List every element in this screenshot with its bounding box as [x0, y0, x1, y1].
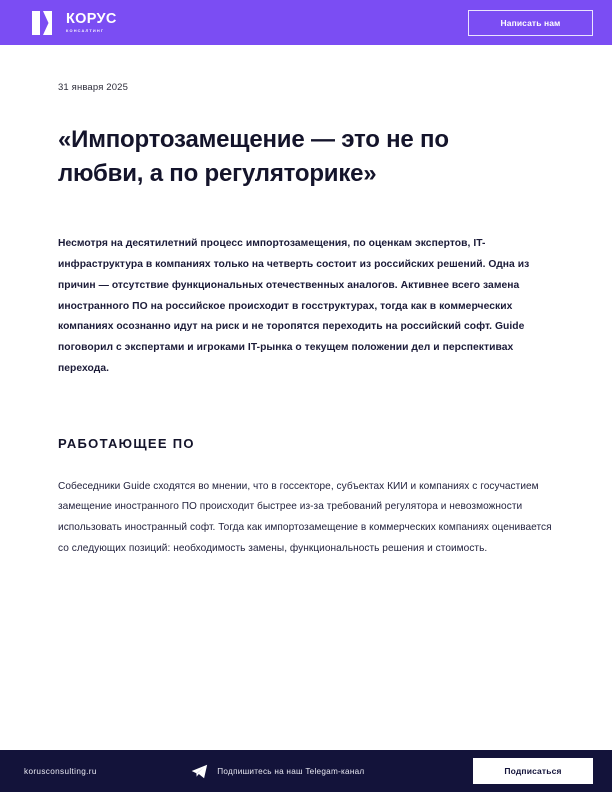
brand-logo[interactable] — [32, 10, 117, 36]
site-header — [0, 0, 612, 45]
korus-logo-mark-icon — [32, 10, 58, 36]
article-content — [0, 45, 612, 750]
footer-site-url[interactable]: korusconsulting.ru — [24, 766, 97, 776]
brand-text — [66, 12, 117, 33]
brand-subtitle: КОНСАЛТИНГ — [66, 28, 105, 34]
telegram-paper-plane-icon — [191, 764, 208, 779]
page-title: «Импортозамещение — это не по любви, а по регуляторике» — [58, 126, 449, 188]
site-footer — [0, 750, 612, 792]
footer-telegram-promo[interactable] — [97, 764, 459, 779]
contact-us-button[interactable]: Написать нам — [468, 10, 593, 36]
footer-promo-text: Подпишитесь на наш Telegam-канал — [217, 766, 365, 776]
section-body-paragraph: Собеседники Guide сходятся во мнении, что в госсекторе, субъектах КИИ и компаниях с госучастием замещение иностранного ПО происходит быстрее из-за требований регулятора и невозможности использовать иностранный софт. Тогда как импортозамещение в коммерческих компаниях оценивается со следующих позиций: необходимость замены, функциональность решения и стоимость. — [58, 480, 552, 554]
article-lead-paragraph: Несмотря на десятилетний процесс импортозамещения, по оценкам экспертов, IT-инфраструктура в компаниях только на четверть состоит из российских решений. Одна из причин — отсутствие функциональных отечественных аналогов. Активнее всего замена иностранного ПО на российское происходит в госструктурах, тогда как в коммерческих компаниях осознанно идут на риск и не торопятся переходить на российский софт. Guide поговорил с экспертами и игроками IT-рынка о текущем положении дел и перспективах перехода. — [58, 238, 530, 374]
brand-name: КОРУС — [66, 11, 117, 28]
section-heading: РАБОТАЮЩЕЕ ПО — [58, 435, 195, 451]
subscribe-button[interactable]: Подписаться — [473, 758, 593, 784]
article-date: 31 января 2025 — [58, 82, 129, 93]
